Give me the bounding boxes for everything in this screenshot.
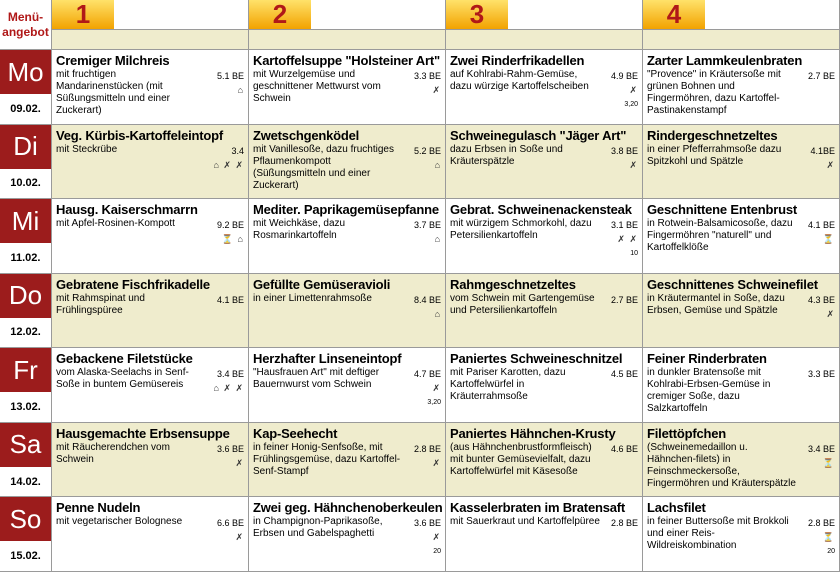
- meal-title: Zarter Lammkeulenbraten: [647, 53, 803, 68]
- bread-units: 2.8 BE: [413, 443, 441, 454]
- meal-symbols-icon: ✗: [235, 457, 244, 468]
- meal-title: Zwetschgenködel: [253, 127, 360, 143]
- meal-symbols-icon: ⏳ ⌂: [221, 234, 244, 245]
- meal-title: Rahmgeschnetzeltes: [450, 276, 576, 292]
- day-date: 13.02.: [0, 392, 51, 422]
- meal-description: vom Schwein mit Gartengemüse und Petersilienkartoffeln: [450, 292, 595, 316]
- meal-description: (aus Hähnchenbrustformfleisch) mit bunter Gemüsevielfalt, dazu Kartoffelwürfel mit Käsesoße: [450, 441, 592, 477]
- meal-symbols-icon: ✗: [629, 85, 638, 95]
- day-date: 14.02.: [0, 467, 51, 497]
- meal-cell: [446, 274, 643, 349]
- bread-units: 8.4 BE: [413, 294, 441, 305]
- meal-cell: [52, 497, 249, 572]
- meal-description: mit Steckrübe: [56, 143, 118, 155]
- meal-cell: [249, 50, 446, 125]
- column-header-1: [52, 0, 249, 30]
- meal-symbols-icon: ✗: [432, 532, 441, 543]
- additive-codes: 3,20: [427, 399, 441, 407]
- meal-description: mit würzigem Schmorkohl, dazu Petersilienkartoffeln: [450, 218, 592, 242]
- meal-title: Filettöpfchen: [647, 425, 727, 441]
- meal-title: Zwei geg. Hähnchenoberkeulen: [253, 500, 443, 516]
- day-cell: [0, 497, 52, 572]
- additive-codes: 20: [433, 548, 441, 556]
- meal-cell: [52, 274, 249, 349]
- meal-symbols-icon: ⌂ ✗ ✗: [213, 159, 244, 170]
- meal-title: Schweinegulasch "Jäger Art": [450, 127, 627, 143]
- meal-cell: [249, 423, 446, 498]
- day-abbreviation: Sa: [0, 423, 51, 467]
- meal-symbols-icon: ✗: [235, 532, 244, 543]
- bread-units: 4.9 BE: [610, 71, 638, 81]
- meal-title: Kasselerbraten im Bratensaft: [450, 500, 626, 516]
- day-abbreviation: Mo: [0, 50, 51, 94]
- meal-description: auf Kohlrabi-Rahm-Gemüse, dazu würzige Kartoffelscheiben: [450, 69, 589, 92]
- meal-title: Geschnittene Entenbrust: [647, 202, 797, 218]
- meal-title: Lachsfilet: [647, 500, 706, 516]
- day-abbreviation: Mi: [0, 199, 51, 243]
- bread-units: 4.1BE: [810, 145, 835, 156]
- meal-symbols-icon: ✗ ✗: [617, 234, 638, 245]
- header-band: [52, 30, 249, 50]
- bread-units: 2.7 BE: [610, 294, 638, 305]
- meal-cell: [446, 199, 643, 274]
- meal-description: mit Vanillesoße, dazu fruchtiges Pflaumenkompott (Süßungsmitteln und einer Zuckerart): [253, 143, 394, 191]
- meal-symbols-icon: ✗: [432, 85, 441, 95]
- meal-cell: [249, 497, 446, 572]
- meal-title: Paniertes Schweineschnitzel: [450, 351, 623, 367]
- bread-units: 3.6 BE: [216, 443, 244, 454]
- meal-cell: [52, 348, 249, 423]
- meal-description: in Kräutermantel in Soße, dazu Erbsen, Gemüse und Spätzle: [647, 292, 785, 316]
- meal-symbols-icon: ✗: [826, 308, 835, 319]
- day-abbreviation: So: [0, 497, 51, 541]
- meal-cell: [52, 423, 249, 498]
- meal-title: Feiner Rinderbraten: [647, 351, 767, 367]
- day-cell: [0, 274, 52, 349]
- day-cell: [0, 50, 52, 125]
- meal-description: in feiner Buttersoße mit Brokkoli und einer Reis-Wildreiskombination: [647, 516, 789, 552]
- meal-title: Veg. Kürbis-Kartoffeleintopf: [56, 127, 224, 143]
- bread-units: 2.8 BE: [610, 518, 638, 529]
- menu-label-text: Menü- angebot: [2, 9, 49, 39]
- bread-units: 3.1 BE: [610, 220, 638, 231]
- meal-description: (Schweinemedaillon u. Hähnchen-filets) in Feinschmeckersoße, Fingermöhren und Kräuterspätzle: [647, 441, 796, 489]
- meal-description: mit Pariser Karotten, dazu Kartoffelwürfel in Kräuterrahmsoße: [450, 367, 566, 403]
- meal-description: in dunkler Bratensoße mit Kohlrabi-Erbsen-Gemüse in cremiger Soße, dazu Salzkartoffeln: [647, 367, 771, 415]
- meal-title: Gebrat. Schweinenackensteak: [450, 202, 632, 218]
- bread-units: 3.4: [231, 145, 244, 156]
- header-band: [643, 30, 840, 50]
- bread-units: 3.8 BE: [610, 145, 638, 156]
- meal-title: Rindergeschnetzeltes: [647, 127, 778, 143]
- meal-cell: [643, 125, 840, 200]
- meal-description: mit Sauerkraut und Kartoffelpüree: [450, 516, 600, 528]
- day-date: 11.02.: [0, 243, 51, 273]
- meal-cell: [643, 274, 840, 349]
- bread-units: 9.2 BE: [216, 220, 244, 231]
- meal-description: in einer Pfefferrahmsoße dazu Spitzkohl und Spätzle: [647, 143, 782, 167]
- day-date: 15.02.: [0, 541, 51, 571]
- meal-title: Paniertes Hähnchen-Krusty: [450, 425, 616, 441]
- meal-title: Gebratene Fischfrikadelle: [56, 276, 210, 292]
- meal-cell: [249, 125, 446, 200]
- meal-cell: [643, 348, 840, 423]
- meal-description: mit Räucherendchen vom Schwein: [56, 441, 170, 465]
- meal-title: Gebackene Filetstücke: [56, 351, 193, 367]
- meal-title: Zwei Rinderfrikadellen: [450, 53, 585, 68]
- header-band: [249, 30, 446, 50]
- meal-cell: [643, 497, 840, 572]
- meal-description: dazu Erbsen in Soße und Kräuterspätzle: [450, 143, 563, 167]
- meal-title: Gefüllte Gemüseravioli: [253, 276, 391, 292]
- meal-description: vom Alaska-Seelachs in Senf-Soße in buntem Gemüsereis: [56, 367, 189, 391]
- meal-cell: [446, 497, 643, 572]
- meal-symbols-icon: ⌂: [434, 159, 441, 170]
- meal-cell: [249, 274, 446, 349]
- meal-cell: [643, 50, 840, 125]
- column-header-4: [643, 0, 840, 30]
- day-date: 10.02.: [0, 169, 51, 199]
- meal-description: mit vegetarischer Bolognese: [56, 516, 183, 528]
- bread-units: 5.2 BE: [413, 145, 441, 156]
- meal-description: mit Weichkäse, dazu Rosmarinkartoffeln: [253, 218, 346, 242]
- bread-units: 3.4 BE: [216, 369, 244, 380]
- meal-cell: [52, 199, 249, 274]
- meal-title: Kartoffelsuppe "Holsteiner Art": [253, 53, 440, 68]
- meal-description: in feiner Honig-Senfsoße, mit Frühlingsgemüse, dazu Kartoffel-Senf-Stampf: [253, 441, 401, 477]
- bread-units: 3.6 BE: [413, 518, 441, 529]
- meal-cell: [52, 50, 249, 125]
- meal-title: Geschnittenes Schweinefilet: [647, 276, 818, 292]
- bread-units: 4.3 BE: [807, 294, 835, 305]
- day-abbreviation: Do: [0, 274, 51, 318]
- bread-units: 4.1 BE: [216, 294, 244, 305]
- meal-symbols-icon: ⏳: [822, 234, 835, 245]
- bread-units: 3.3 BE: [413, 71, 441, 81]
- bread-units: 3.4 BE: [807, 443, 835, 454]
- meal-symbols-icon: ✗: [826, 159, 835, 170]
- meal-symbols-icon: ⌂ ✗ ✗: [213, 383, 244, 394]
- meal-description: in Rotwein-Balsamicosoße, dazu Fingermöhren "naturell" und Kartoffelklöße: [647, 218, 793, 254]
- meal-cell: [446, 348, 643, 423]
- meal-cell: [643, 423, 840, 498]
- meal-symbols-icon: ⏳: [822, 457, 835, 468]
- meal-cell: [643, 199, 840, 274]
- bread-units: 2.7 BE: [807, 71, 835, 81]
- meal-cell: [52, 125, 249, 200]
- meal-title: Hausgemachte Erbsensuppe: [56, 425, 230, 441]
- day-date: 12.02.: [0, 318, 51, 348]
- menu-label: [0, 0, 52, 50]
- meal-title: Mediter. Paprikagemüsepfanne: [253, 202, 439, 218]
- meal-description: in einer Limettenrahmsoße: [253, 292, 372, 304]
- meal-description: mit Rahmspinat und Frühlingspüree: [56, 292, 145, 316]
- column-number: 2: [249, 0, 311, 29]
- bread-units: 2.8 BE: [807, 518, 835, 529]
- meal-title: Herzhafter Linseneintopf: [253, 351, 402, 367]
- meal-symbols-icon: ⌂: [434, 234, 441, 245]
- additive-codes: 3,20: [624, 101, 638, 108]
- meal-description: mit Wurzelgemüse und geschnittener Mettwurst vom Schwein: [253, 69, 381, 104]
- day-cell: [0, 199, 52, 274]
- meal-cell: [249, 199, 446, 274]
- bread-units: 6.6 BE: [216, 518, 244, 529]
- meal-description: mit fruchtigen Mandarinenstücken (mit Süßungsmitteln und einer Zuckerart): [56, 69, 170, 116]
- bread-units: 4.7 BE: [413, 369, 441, 380]
- bread-units: 3.3 BE: [807, 369, 835, 380]
- meal-description: mit Apfel-Rosinen-Kompott: [56, 218, 175, 230]
- meal-symbols-icon: ✗: [432, 457, 441, 468]
- meal-description: in Champignon-Paprikasoße, Erbsen und Gabelspaghetti: [253, 516, 383, 540]
- bread-units: 4.6 BE: [610, 443, 638, 454]
- bread-units: 4.1 BE: [807, 220, 835, 231]
- bread-units: 4.5 BE: [610, 369, 638, 380]
- bread-units: 5.1 BE: [216, 71, 244, 81]
- meal-cell: [249, 348, 446, 423]
- meal-symbols-icon: ✗: [432, 383, 441, 394]
- column-number: 3: [446, 0, 508, 29]
- meal-cell: [446, 125, 643, 200]
- meal-description: "Hausfrauen Art" mit deftiger Bauernwurst vom Schwein: [253, 367, 380, 391]
- day-cell: [0, 348, 52, 423]
- column-number: 4: [643, 0, 705, 29]
- meal-title: Kap-Seehecht: [253, 425, 338, 441]
- column-header-3: [446, 0, 643, 30]
- meal-cell: [446, 50, 643, 125]
- meal-title: Penne Nudeln: [56, 500, 141, 516]
- meal-title: Cremiger Milchreis: [56, 53, 170, 68]
- day-abbreviation: Fr: [0, 348, 51, 392]
- additive-codes: 20: [827, 548, 835, 556]
- day-cell: [0, 125, 52, 200]
- day-abbreviation: Di: [0, 125, 51, 169]
- header-band: [446, 30, 643, 50]
- meal-symbols-icon: ✗: [629, 159, 638, 170]
- column-header-2: [249, 0, 446, 30]
- meal-symbols-icon: ⌂: [237, 85, 244, 95]
- bread-units: 3.7 BE: [413, 220, 441, 231]
- meal-symbols-icon: ⌂: [434, 308, 441, 319]
- column-number: 1: [52, 0, 114, 29]
- meal-symbols-icon: ⏳: [822, 532, 835, 543]
- meal-cell: [446, 423, 643, 498]
- day-date: 09.02.: [0, 94, 51, 124]
- meal-description: "Provence" in Kräutersoße mit grünen Bohnen und Fingermöhren, dazu Kartoffel-Pastinakenstampf: [647, 69, 781, 116]
- additive-codes: 10: [630, 250, 638, 258]
- day-cell: [0, 423, 52, 498]
- meal-title: Hausg. Kaiserschmarrn: [56, 202, 198, 218]
